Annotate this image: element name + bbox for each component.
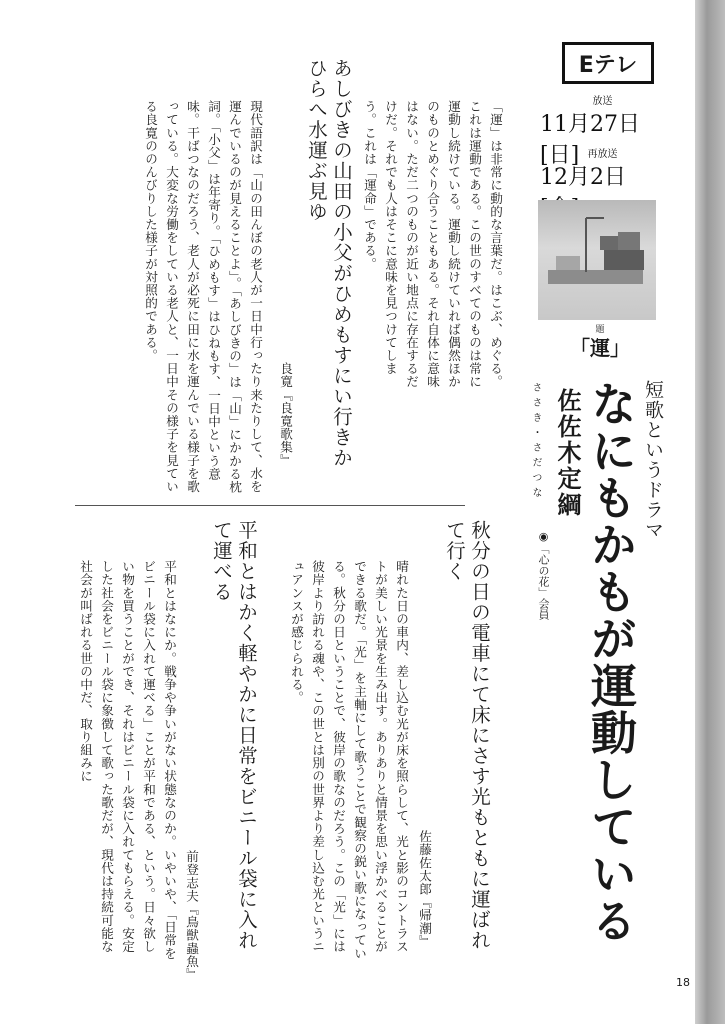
rebroadcast-date: 12月2日 [540, 165, 626, 190]
lower-poem-2-author: 前登志夫『鳥獣蟲魚』 [184, 850, 199, 981]
broadcast-label: 放送 [592, 96, 613, 107]
author-reading: ささき・さだつな [530, 382, 541, 502]
rebroadcast-label: 再放送 [587, 149, 618, 160]
upper-poem-author: 良寛『良寛歌集』 [278, 362, 293, 467]
article-headline: なにもかもが運動している [584, 380, 638, 944]
lower-poem-1-author: 佐藤佐太郎『帰潮』 [417, 830, 432, 948]
broadcast-date: 11月27日[日] [540, 112, 640, 168]
section-divider [75, 505, 465, 506]
channel-logo [562, 42, 654, 84]
article-kicker: 短歌というドラマ [642, 380, 664, 540]
tray-illustration [538, 200, 656, 320]
page-edge [695, 0, 725, 1024]
upper-paragraph-2: 現代語訳は「山の田んぼの老人が一日中行ったり来たりして、水を運んでいるのが見えることよ」。「あしびきの」は「山」にかかる枕詞。「小父」は年寄り。「ひめもす」はひねもす、一日中という意味。干ばつなのだろう、老人が必死に田に水を運んでいる様子を歌っている。大変な労働をしている老人と、一日中その様子を見ている良寛ののんびりした様子が対照的である。 [143, 100, 263, 494]
lower-poem-1: 秋分の日の電車にて床にさす光もともに運ばれて行く [443, 520, 491, 951]
page-number: 18 [676, 976, 690, 989]
lower-paragraph-1: 晴れた日の車内、差し込む光が床を照らして、光と影のコントラストが美しい光景を生み出す。ありありと情景を思い浮かべることができる歌だ。「光」を主軸にして歌うことで観察の鋭い歌になっている。秋分の日ということで、彼岸の歌なのだろう。この「光」には彼岸より訪れる魂や、この世とは別の世界より差し込む光というニュアンスが感じられる。 [289, 560, 409, 960]
topic-label: 題 [595, 325, 605, 335]
author-name: 佐佐木定綱 [553, 388, 582, 518]
topic-title: 「運」 [570, 336, 630, 360]
channel-name: Eテレ [578, 52, 638, 78]
topic-photo [538, 200, 656, 320]
lower-poem-2: 平和とはかく軽やかに日常をビニール袋に入れて運べる [210, 520, 258, 951]
lower-paragraph-2: 平和とはなにか。戦争や争いがない状態なのか。いやいや、「日常をビニール袋に入れて運べる」ことが平和である、という。日々欲しい物を買うことができ、それはビニール袋に入れてもらえる。安定した社会をビニール袋に象徴して歌った歌だが、現代は持続可能な社会が叫ばれる世の中だ、取り組みに [78, 560, 177, 960]
upper-poem: あしびきの山田の小父がひめもすにい行きかひらへ水運ぶ見ゆ [305, 58, 353, 468]
upper-paragraph-1: 「運」は非常に動的な言葉だ。はこぶ、めぐる。これは運動である。この世のすべてのものは常に運動し続けている。運動し続けていれば偶然ほかのものとめぐり合うこともある。それ自体に意味はない。ただ二つのものが近い地点に存在するだけだ。それでも人はそこに意味を見つけてしまう。これは「運命」である。 [362, 100, 503, 389]
author-affiliation: ◉「心の花」会員 [537, 530, 550, 620]
